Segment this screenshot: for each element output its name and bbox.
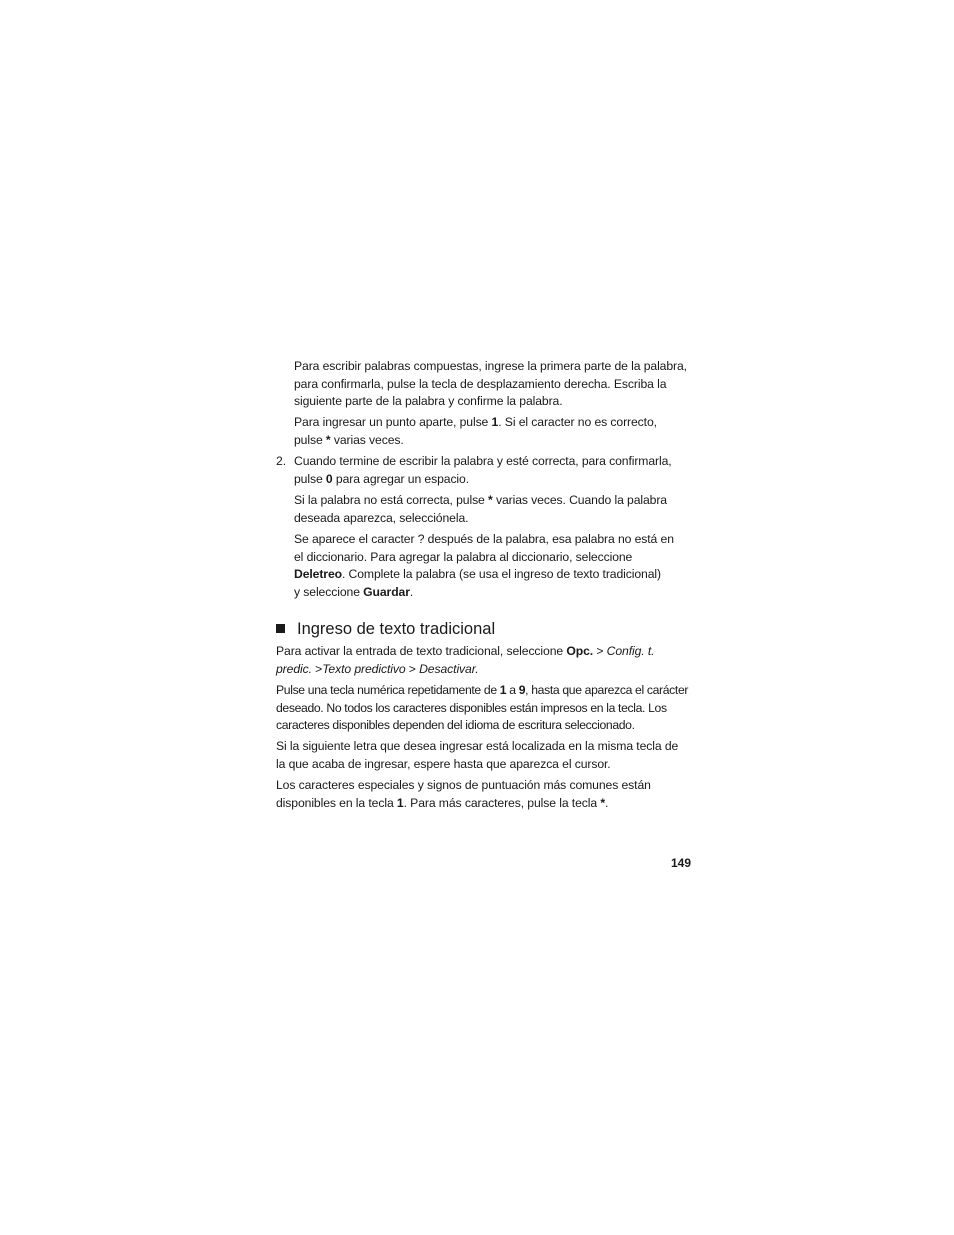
text-line: pulse * varias veces. [294, 432, 404, 447]
paragraph-activate-traditional [276, 643, 694, 678]
paragraph-compound-words [294, 358, 694, 411]
text-line: Se aparece el caracter ? después de la palabra, esa palabra no está en [294, 532, 674, 546]
text-line: deseado. No todos los caracteres disponibles están impresos en la tecla. Los [276, 700, 667, 715]
text-line: disponibles en la tecla 1. Para más caracteres, pulse la tecla *. [276, 795, 609, 810]
key-star: * [488, 493, 493, 507]
text-line: el diccionario. Para agregar la palabra al diccionario, seleccione [294, 549, 633, 564]
square-bullet-icon [276, 624, 285, 633]
list-item-2 [294, 453, 694, 488]
key-9: 9 [518, 683, 526, 697]
paragraph-period [294, 414, 694, 449]
text-line: y seleccione Guardar. [294, 584, 414, 599]
text-line: Pulse una tecla numérica repetidamente de 1 a 9, hasta que aparezca el carácter [276, 683, 689, 697]
text-line: Para escribir palabras compuestas, ingrese la primera parte de la palabra, [294, 359, 687, 373]
menu-term-guardar: Guardar [363, 584, 410, 599]
text-line: Para ingresar un punto aparte, pulse 1. Si el caracter no es correcto, [294, 415, 657, 429]
key-1: 1 [396, 795, 404, 810]
menu-path-config: Config. t. [606, 644, 655, 658]
text-line: Para activar la entrada de texto tradicional, seleccione Opc. > Config. t. [276, 644, 655, 658]
text-line: Cuando termine de escribir la palabra y esté correcta, para confirmarla, [294, 454, 672, 468]
menu-path-predictive: Texto predictivo [322, 661, 406, 676]
paragraph-same-key [276, 738, 694, 773]
menu-term-deletreo: Deletreo [294, 567, 342, 581]
text-line: para confirmarla, pulse la tecla de desplazamiento derecha. Escriba la [294, 376, 667, 391]
text-line: caracteres disponibles dependen del idioma de escritura seleccionado. [276, 718, 635, 732]
paragraph-incorrect-word [294, 492, 694, 527]
key-1: 1 [491, 415, 499, 429]
list-number: 2. [276, 454, 287, 468]
text-line: la que acaba de ingresar, espere hasta que aparezca el cursor. [276, 756, 611, 771]
paragraph-dictionary [294, 531, 694, 601]
paragraph-numeric-keys [276, 682, 694, 735]
section-heading-text: Ingreso de texto tradicional [297, 620, 496, 638]
page-number: 149 [671, 856, 692, 870]
section-heading [276, 618, 495, 640]
key-1: 1 [499, 683, 507, 697]
text-line: siguiente parte de la palabra y confirme la palabra. [294, 394, 563, 408]
text-line: predic. >Texto predictivo > Desactivar. [276, 661, 479, 676]
key-star: * [600, 795, 605, 810]
key-0: 0 [325, 471, 333, 486]
menu-path-deactivate: Desactivar [419, 661, 476, 676]
text-line: Si la siguiente letra que desea ingresar está localizada en la misma tecla de [276, 739, 679, 753]
key-star: * [325, 432, 331, 447]
menu-term-opc: Opc. [566, 644, 594, 658]
text-line: Si la palabra no está correcta, pulse * varias veces. Cuando la palabra [294, 493, 667, 507]
text-line: pulse 0 para agregar un espacio. [294, 471, 470, 486]
text-line: Deletreo. Complete la palabra (se usa el ingreso de texto tradicional) [294, 567, 661, 581]
paragraph-special-chars [276, 777, 694, 812]
text-line: deseada aparezca, selecciónela. [294, 510, 469, 525]
text-line: Los caracteres especiales y signos de puntuación más comunes están [276, 778, 651, 792]
